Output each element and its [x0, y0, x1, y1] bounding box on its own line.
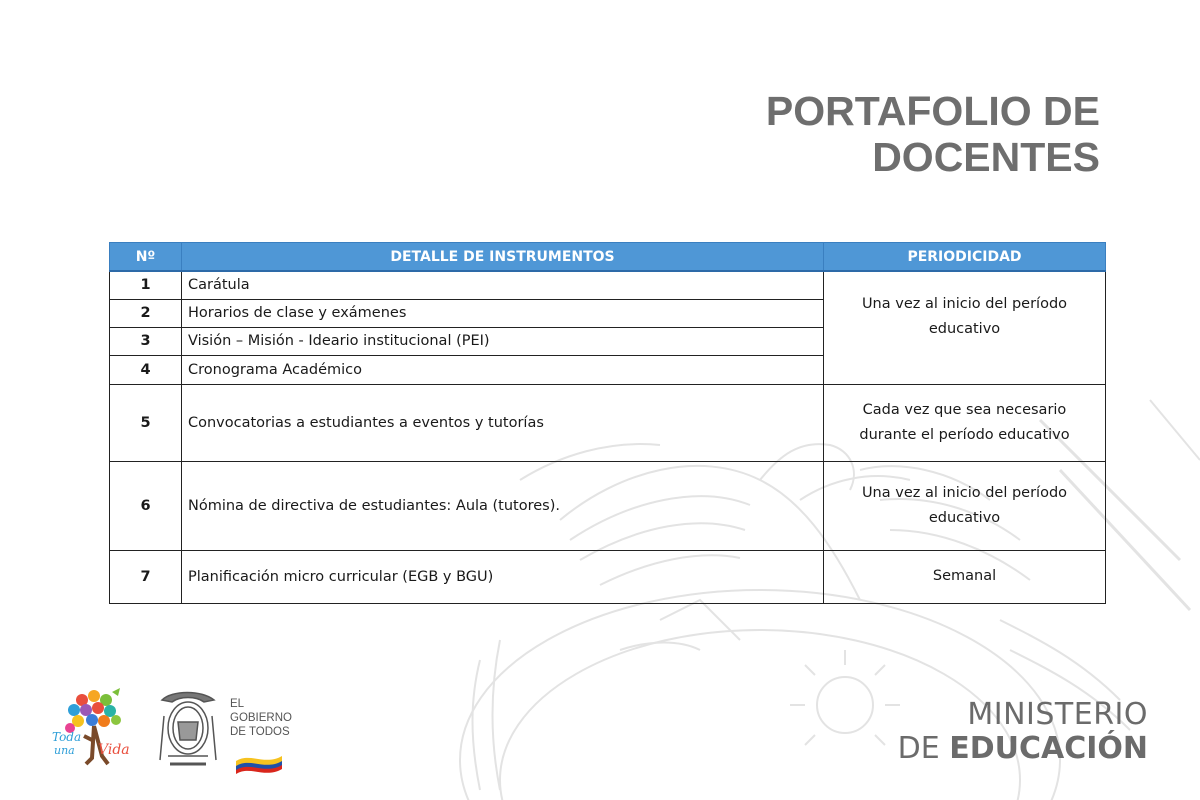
- page-title: [766, 88, 1100, 180]
- ministerio-line2: [898, 732, 1148, 766]
- table-row: [110, 271, 1106, 299]
- gobierno-line1: EL: [230, 698, 245, 710]
- row-detail: Horarios de clase y exámenes: [182, 299, 824, 327]
- row-detail: Planificación micro curricular (EGB y BGU): [182, 550, 824, 603]
- periodicity-line1: Cada vez que sea necesario: [862, 401, 1067, 418]
- row-number: 7: [110, 550, 182, 603]
- row-periodicity: [824, 271, 1106, 384]
- gobierno-flag-ribbon-icon: [236, 756, 282, 774]
- row-number: 2: [110, 299, 182, 327]
- row-detail: Carátula: [182, 271, 824, 299]
- periodicity-line2: educativo: [928, 509, 1001, 526]
- periodicity-line2: durante el período educativo: [859, 426, 1070, 443]
- table-row: [110, 461, 1106, 550]
- row-number: 4: [110, 355, 182, 384]
- gobierno-line2: GOBIERNO: [230, 712, 292, 724]
- row-number: 6: [110, 461, 182, 550]
- header-periodicity: PERIODICIDAD: [824, 243, 1106, 272]
- periodicity-line1: Una vez al inicio del período: [861, 296, 1068, 312]
- row-detail: Cronograma Académico: [182, 355, 824, 384]
- table-row: [110, 384, 1106, 461]
- row-periodicity: Semanal: [824, 550, 1106, 603]
- row-number: 5: [110, 384, 182, 461]
- una-text: una: [54, 744, 75, 757]
- row-periodicity: [824, 461, 1106, 550]
- ecuador-coat-of-arms-icon: [160, 693, 216, 765]
- row-periodicity: [824, 384, 1106, 461]
- ministerio-line1: MINISTERIO: [967, 697, 1148, 732]
- page-title-line2: DOCENTES: [872, 134, 1100, 180]
- page-title-line1: PORTAFOLIO DE: [765, 88, 1100, 134]
- vida-text: Vida: [98, 742, 130, 758]
- toda-text: Toda: [52, 730, 82, 744]
- table-row: [110, 550, 1106, 603]
- periodicity-line1: Una vez al inicio del período: [861, 484, 1068, 501]
- ministerio-educacion-logo: [898, 698, 1148, 766]
- gobierno-line3: DE TODOS: [230, 726, 290, 738]
- row-detail: Convocatorias a estudiantes a eventos y tutorías: [182, 384, 824, 461]
- instruments-table: [109, 242, 1106, 604]
- periodicity-line2: educativo: [928, 321, 1001, 337]
- gobierno-de-todos-text: [230, 697, 292, 739]
- table-header-row: [110, 243, 1106, 272]
- row-number: 1: [110, 271, 182, 299]
- ministerio-line2-prefix: DE: [897, 731, 950, 766]
- header-detail: DETALLE DE INSTRUMENTOS: [182, 243, 824, 272]
- header-number: Nº: [110, 243, 182, 272]
- ministerio-line2-bold: EDUCACIÓN: [949, 731, 1148, 766]
- row-detail: Visión – Misión - Ideario institucional (PEI): [182, 327, 824, 355]
- row-detail: Nómina de directiva de estudiantes: Aula (tutores).: [182, 461, 824, 550]
- row-number: 3: [110, 327, 182, 355]
